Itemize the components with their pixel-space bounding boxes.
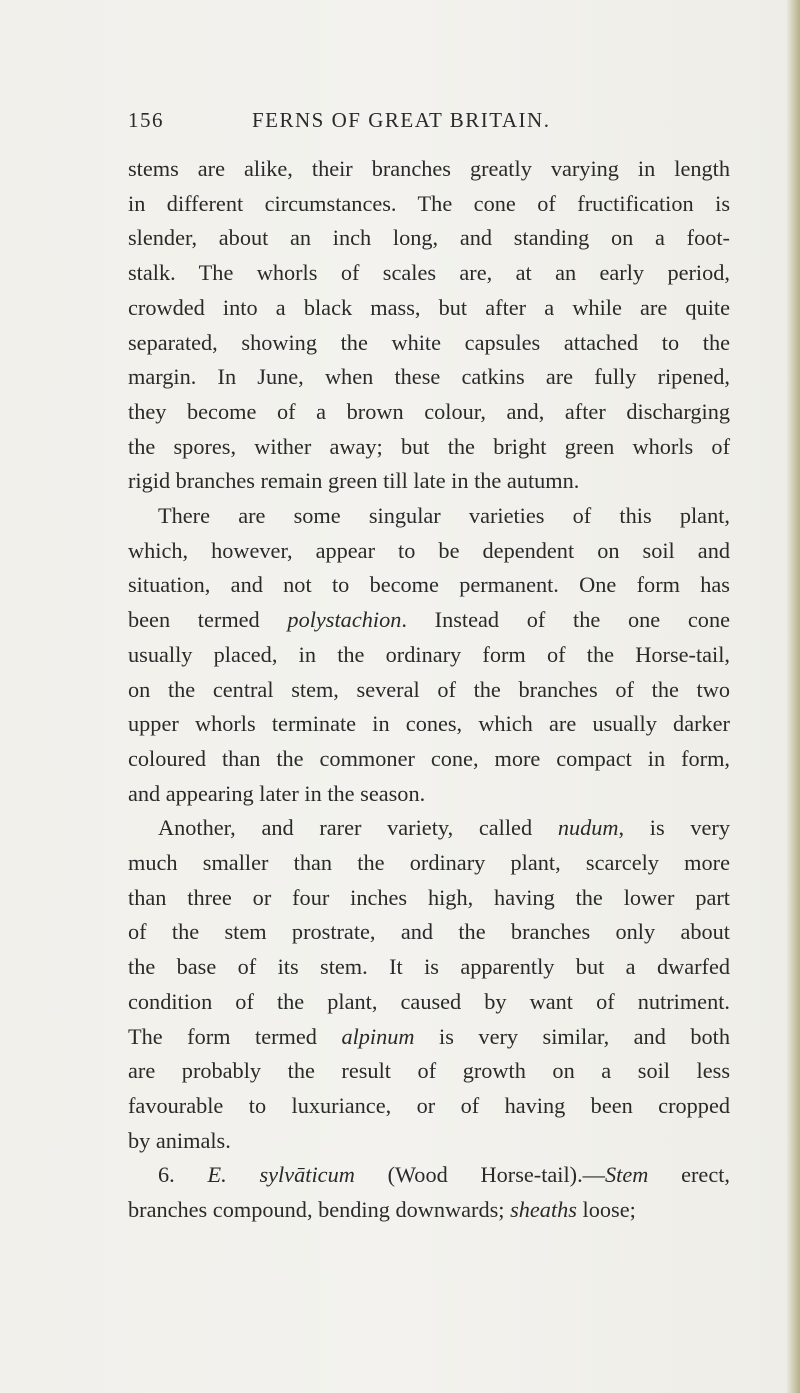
- text-line: margin. In June, when these catkins are fully ripened,: [128, 364, 730, 390]
- text-line: and appearing later in the season.: [128, 780, 426, 806]
- text-line: condition of the plant, caused by want of nutriment.: [128, 988, 730, 1014]
- text-line: of the stem prostrate, and the branches only about: [128, 919, 730, 945]
- text-line: by animals.: [128, 1127, 231, 1153]
- italic-term: polystachion: [287, 607, 402, 633]
- text-line: The form termed alpinum is very similar, and both: [128, 1023, 730, 1049]
- page-header: [128, 108, 728, 138]
- italic-term: sheaths: [510, 1197, 577, 1223]
- italic-term: Stem: [604, 1162, 649, 1188]
- text-line: separated, showing the white capsules attached to the: [128, 329, 730, 355]
- paragraph-1: [128, 152, 730, 499]
- text-line: on the central stem, several of the branches of the two: [128, 676, 730, 702]
- body-text: [128, 152, 730, 1228]
- text-line: favourable to luxuriance, or of having been cropped: [128, 1092, 730, 1118]
- text-line: usually placed, in the ordinary form of the Horse-tail,: [128, 641, 730, 667]
- running-title: FERNS OF GREAT BRITAIN.: [252, 108, 551, 132]
- page-edge-shadow: [786, 0, 800, 1393]
- paragraph-4: [128, 1158, 730, 1227]
- text-line: There are some singular varieties of this plant,: [158, 503, 730, 529]
- text-line: the base of its stem. It is apparently but a dwarfed: [128, 954, 730, 980]
- italic-term: nudum: [557, 815, 619, 841]
- italic-term: sylvāticum: [259, 1162, 355, 1188]
- text-line: the spores, wither away; but the bright green whorls of: [128, 433, 730, 459]
- text-line: been termed polystachion. Instead of the one cone: [128, 607, 730, 633]
- text-line: upper whorls terminate in cones, which are usually darker: [128, 711, 730, 737]
- text-line: stems are alike, their branches greatly varying in length: [128, 156, 730, 181]
- text-line: Another, and rarer variety, called nudum, is very: [158, 815, 730, 841]
- paragraph-3: [128, 811, 730, 1158]
- text-line: crowded into a black mass, but after a while are quite: [128, 294, 730, 320]
- text-line: branches compound, bending downwards; sheaths loose;: [128, 1197, 636, 1223]
- text-line: rigid branches remain green till late in the autumn.: [128, 468, 580, 494]
- page-number: 156: [128, 108, 164, 132]
- text-line: than three or four inches high, having the lower part: [128, 884, 730, 910]
- text-line: stalk. The whorls of scales are, at an early period,: [128, 260, 730, 286]
- text-line: are probably the result of growth on a soil less: [128, 1058, 730, 1084]
- text-line: situation, and not to become permanent. One form has: [128, 572, 730, 598]
- text-line: which, however, appear to be dependent on soil and: [128, 537, 730, 563]
- text-line: much smaller than the ordinary plant, scarcely more: [128, 850, 730, 876]
- text-line: coloured than the commoner cone, more compact in form,: [128, 745, 730, 771]
- text-line: in different circumstances. The cone of fructification is: [128, 190, 730, 216]
- italic-term: E.: [207, 1162, 227, 1188]
- text-line: 6. E. sylvāticum (Wood Horse-tail).—Stem erect,: [158, 1162, 730, 1188]
- italic-term: alpinum: [341, 1023, 415, 1049]
- paragraph-2: [128, 499, 730, 811]
- text-line: slender, about an inch long, and standing on a foot-: [128, 225, 730, 251]
- text-line: they become of a brown colour, and, after discharging: [128, 398, 730, 424]
